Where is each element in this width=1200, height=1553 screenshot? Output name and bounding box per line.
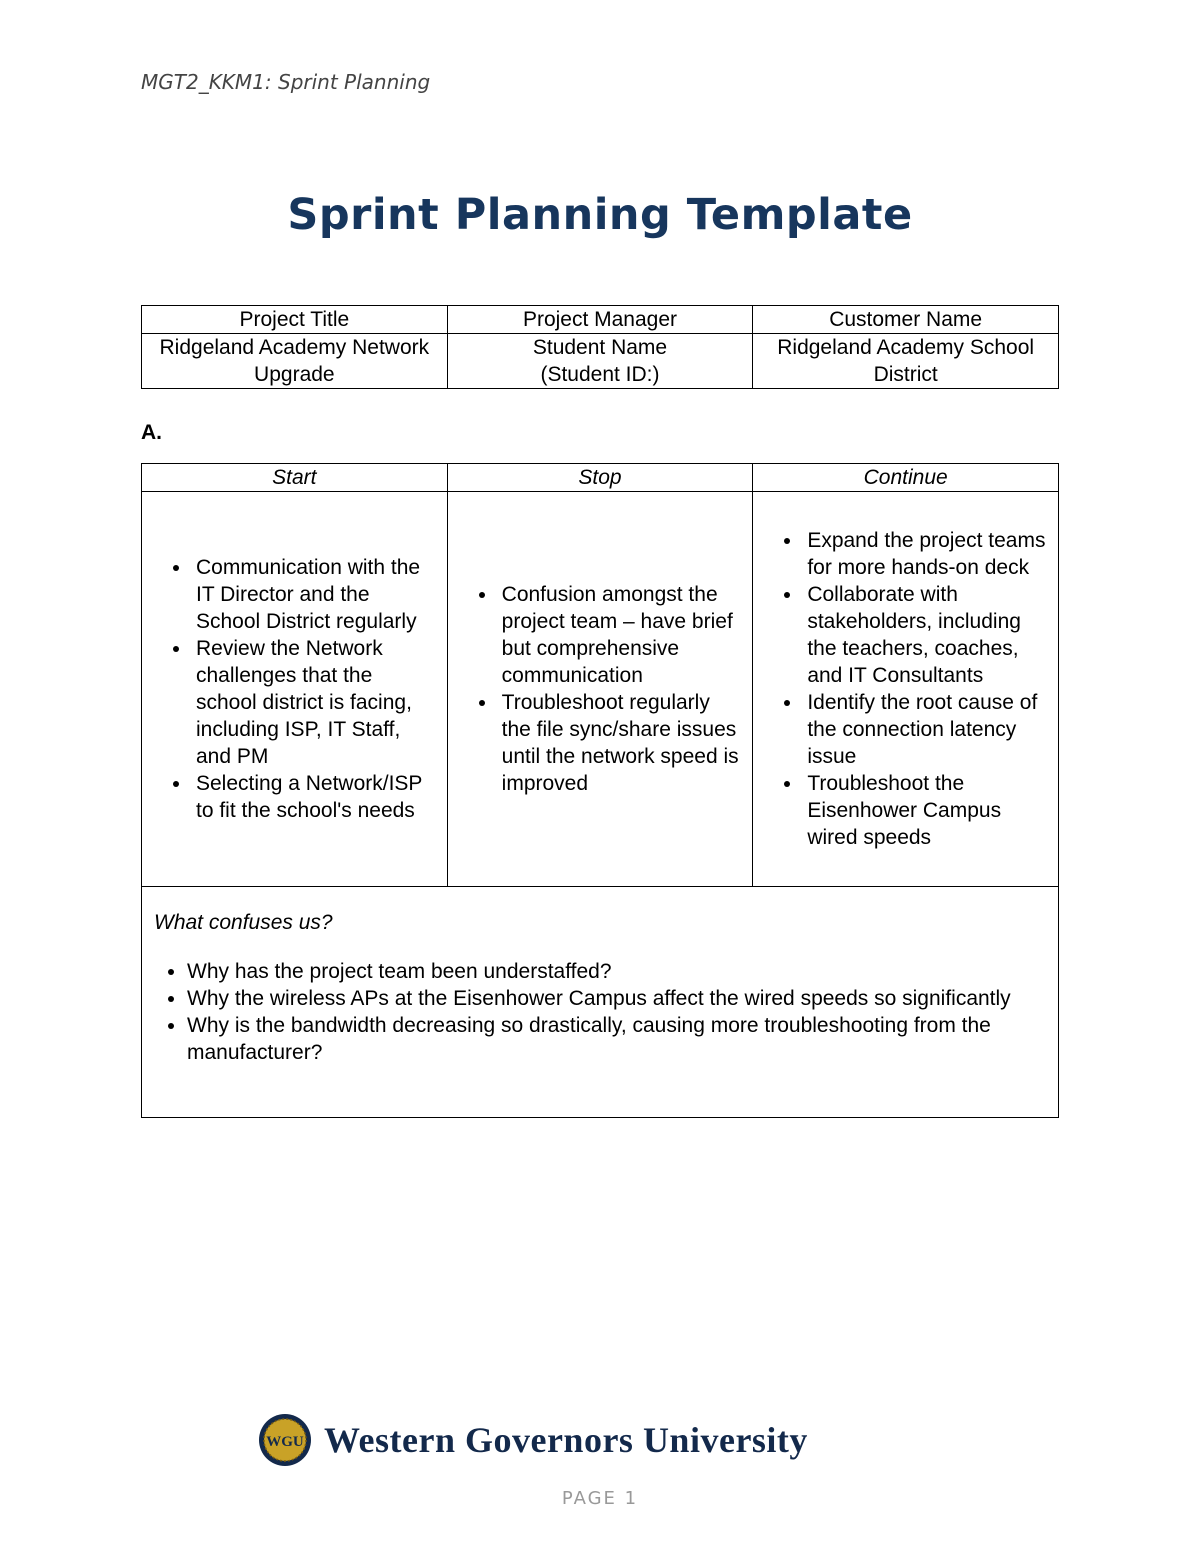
project-manager-cell: Student Name (Student ID:) bbox=[447, 334, 753, 389]
header-stop: Stop bbox=[447, 464, 753, 492]
list-item: • Why the wireless APs at the Eisenhower Campus affect the wired speeds so significantly bbox=[187, 985, 1046, 1012]
page-number: PAGE 1 bbox=[561, 1488, 639, 1509]
list-item: • Review the Network challenges that the school district is facing, including ISP, IT Staff, and PM bbox=[192, 635, 439, 770]
header-start: Start bbox=[142, 464, 448, 492]
header-project-title: Project Title bbox=[142, 306, 448, 334]
list-item: • Confusion amongst the project team – have brief but comprehensive communication bbox=[498, 581, 745, 689]
list-item: • Troubleshoot regularly the file sync/share issues until the network speed is improved bbox=[498, 689, 745, 797]
seal-text: WGU bbox=[266, 1434, 304, 1450]
confusion-cell bbox=[142, 887, 1059, 1118]
running-header: MGT2_KKM1: Sprint Planning bbox=[141, 70, 431, 94]
list-item: • Selecting a Network/ISP to fit the school's needs bbox=[192, 770, 439, 824]
list-item: • Identify the root cause of the connection latency issue bbox=[803, 689, 1050, 770]
table-row bbox=[142, 492, 1059, 887]
project-info-table bbox=[141, 305, 1059, 389]
list-item: • Communication with the IT Director and the School District regularly bbox=[192, 554, 439, 635]
customer-name-cell: Ridgeland Academy School District bbox=[753, 334, 1059, 389]
table-header-row bbox=[142, 464, 1059, 492]
header-project-manager: Project Manager bbox=[447, 306, 753, 334]
continue-cell bbox=[753, 492, 1059, 887]
confusion-title: What confuses us? bbox=[154, 911, 333, 934]
start-stop-continue-table bbox=[141, 463, 1059, 1118]
university-logo bbox=[258, 1410, 908, 1470]
seal-icon bbox=[258, 1413, 312, 1467]
start-list bbox=[150, 554, 439, 824]
table-row bbox=[142, 334, 1059, 389]
header-customer-name: Customer Name bbox=[753, 306, 1059, 334]
list-item: • Troubleshoot the Eisenhower Campus wired speeds bbox=[803, 770, 1050, 851]
list-item: • Why is the bandwidth decreasing so drastically, causing more troubleshooting from the manufacturer? bbox=[187, 1012, 1046, 1066]
project-title-cell: Ridgeland Academy Network Upgrade bbox=[142, 334, 448, 389]
confusion-list bbox=[154, 958, 1046, 1066]
page-title: Sprint Planning Template bbox=[287, 190, 913, 240]
table-row bbox=[142, 887, 1059, 1118]
logo-wordmark: Western Governors University bbox=[324, 1420, 808, 1460]
stop-list bbox=[456, 581, 745, 797]
list-item: • Expand the project teams for more hands-on deck bbox=[803, 527, 1050, 581]
start-cell bbox=[142, 492, 448, 887]
list-item: • Why has the project team been understaffed? bbox=[187, 958, 1046, 985]
continue-list bbox=[761, 527, 1050, 851]
section-label: A. bbox=[141, 421, 162, 444]
header-continue: Continue bbox=[753, 464, 1059, 492]
stop-cell bbox=[447, 492, 753, 887]
list-item: • Collaborate with stakeholders, including the teachers, coaches, and IT Consultants bbox=[803, 581, 1050, 689]
table-header-row bbox=[142, 306, 1059, 334]
